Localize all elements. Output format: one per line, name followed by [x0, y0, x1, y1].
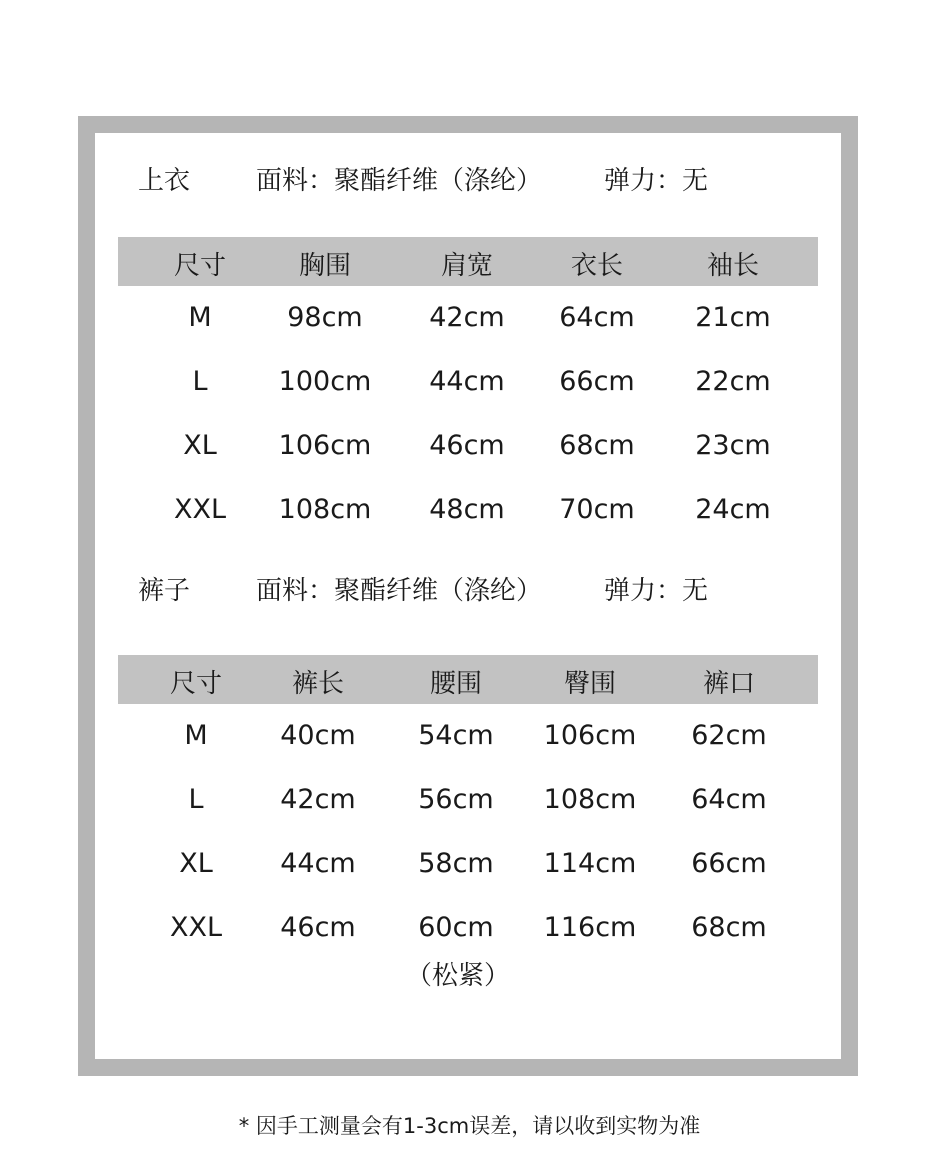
top-table-cell: 106cm	[278, 430, 372, 461]
pants-table-cell: XL	[179, 848, 213, 879]
top-table-cell: 48cm	[429, 494, 505, 525]
pants-table-cell: 56cm	[418, 784, 494, 815]
top-table-cell: 98cm	[287, 302, 363, 333]
pants-header-cell: 裤长	[291, 669, 344, 699]
pants-header-cell: 腰围	[429, 669, 482, 699]
pants-section-title	[0, 570, 939, 610]
top-table-cell: 22cm	[695, 366, 771, 397]
top-name: 上衣	[138, 166, 191, 196]
pants-header-cell: 裤口	[702, 669, 755, 699]
waist-elastic-note: （松紧）	[405, 961, 510, 991]
top-table-cell: M	[188, 302, 212, 333]
top-fabric: 面料：聚酯纤维（涤纶）	[256, 166, 543, 196]
pants-table-cell: 40cm	[280, 720, 356, 751]
top-table-cell: 70cm	[559, 494, 635, 525]
top-table-cell: XXL	[173, 494, 227, 525]
pants-table-cell: 44cm	[280, 848, 356, 879]
pants-table-cell: XXL	[169, 912, 223, 943]
pants-header-cell: 臀围	[563, 669, 616, 699]
top-table-cell: 100cm	[278, 366, 372, 397]
top-header-cell: 尺寸	[173, 251, 226, 281]
top-table-cell: L	[192, 366, 208, 397]
top-header-cell: 衣长	[570, 251, 623, 281]
pants-table-cell: 60cm	[418, 912, 494, 943]
top-table-cell: 46cm	[429, 430, 505, 461]
pants-table-cell: 58cm	[418, 848, 494, 879]
pants-name: 裤子	[138, 576, 191, 606]
measurement-footnote: * 因手工测量会有1-3cm误差，请以收到实物为准	[238, 1114, 701, 1138]
pants-table-cell: 68cm	[691, 912, 767, 943]
top-table-cell: 108cm	[278, 494, 372, 525]
top-table-cell: 66cm	[559, 366, 635, 397]
pants-table-cell: 106cm	[543, 720, 637, 751]
top-table-cell: 44cm	[429, 366, 505, 397]
top-header-cell: 胸围	[298, 251, 351, 281]
top-table-cell: 23cm	[695, 430, 771, 461]
pants-table-cell: 46cm	[280, 912, 356, 943]
top-header-cell: 袖长	[706, 251, 759, 281]
pants-table-cell: 114cm	[543, 848, 637, 879]
pants-stretch: 弹力：无	[604, 576, 709, 606]
pants-fabric: 面料：聚酯纤维（涤纶）	[256, 576, 543, 606]
top-table-cell: XL	[183, 430, 217, 461]
top-table-cell: 42cm	[429, 302, 505, 333]
pants-table-cell: 108cm	[543, 784, 637, 815]
top-table-cell: 21cm	[695, 302, 771, 333]
pants-table-cell: 116cm	[543, 912, 637, 943]
top-stretch: 弹力：无	[604, 166, 709, 196]
top-table-cell: 64cm	[559, 302, 635, 333]
pants-table-cell: 62cm	[691, 720, 767, 751]
top-header-cell: 肩宽	[440, 251, 493, 281]
pants-table-cell: 54cm	[418, 720, 494, 751]
pants-table-cell: L	[188, 784, 204, 815]
pants-table-cell: 42cm	[280, 784, 356, 815]
top-section-title	[0, 160, 939, 200]
pants-header-cell: 尺寸	[169, 669, 222, 699]
pants-table-cell: 66cm	[691, 848, 767, 879]
top-table-cell: 24cm	[695, 494, 771, 525]
pants-table-cell: 64cm	[691, 784, 767, 815]
pants-table-cell: M	[184, 720, 208, 751]
top-table-cell: 68cm	[559, 430, 635, 461]
